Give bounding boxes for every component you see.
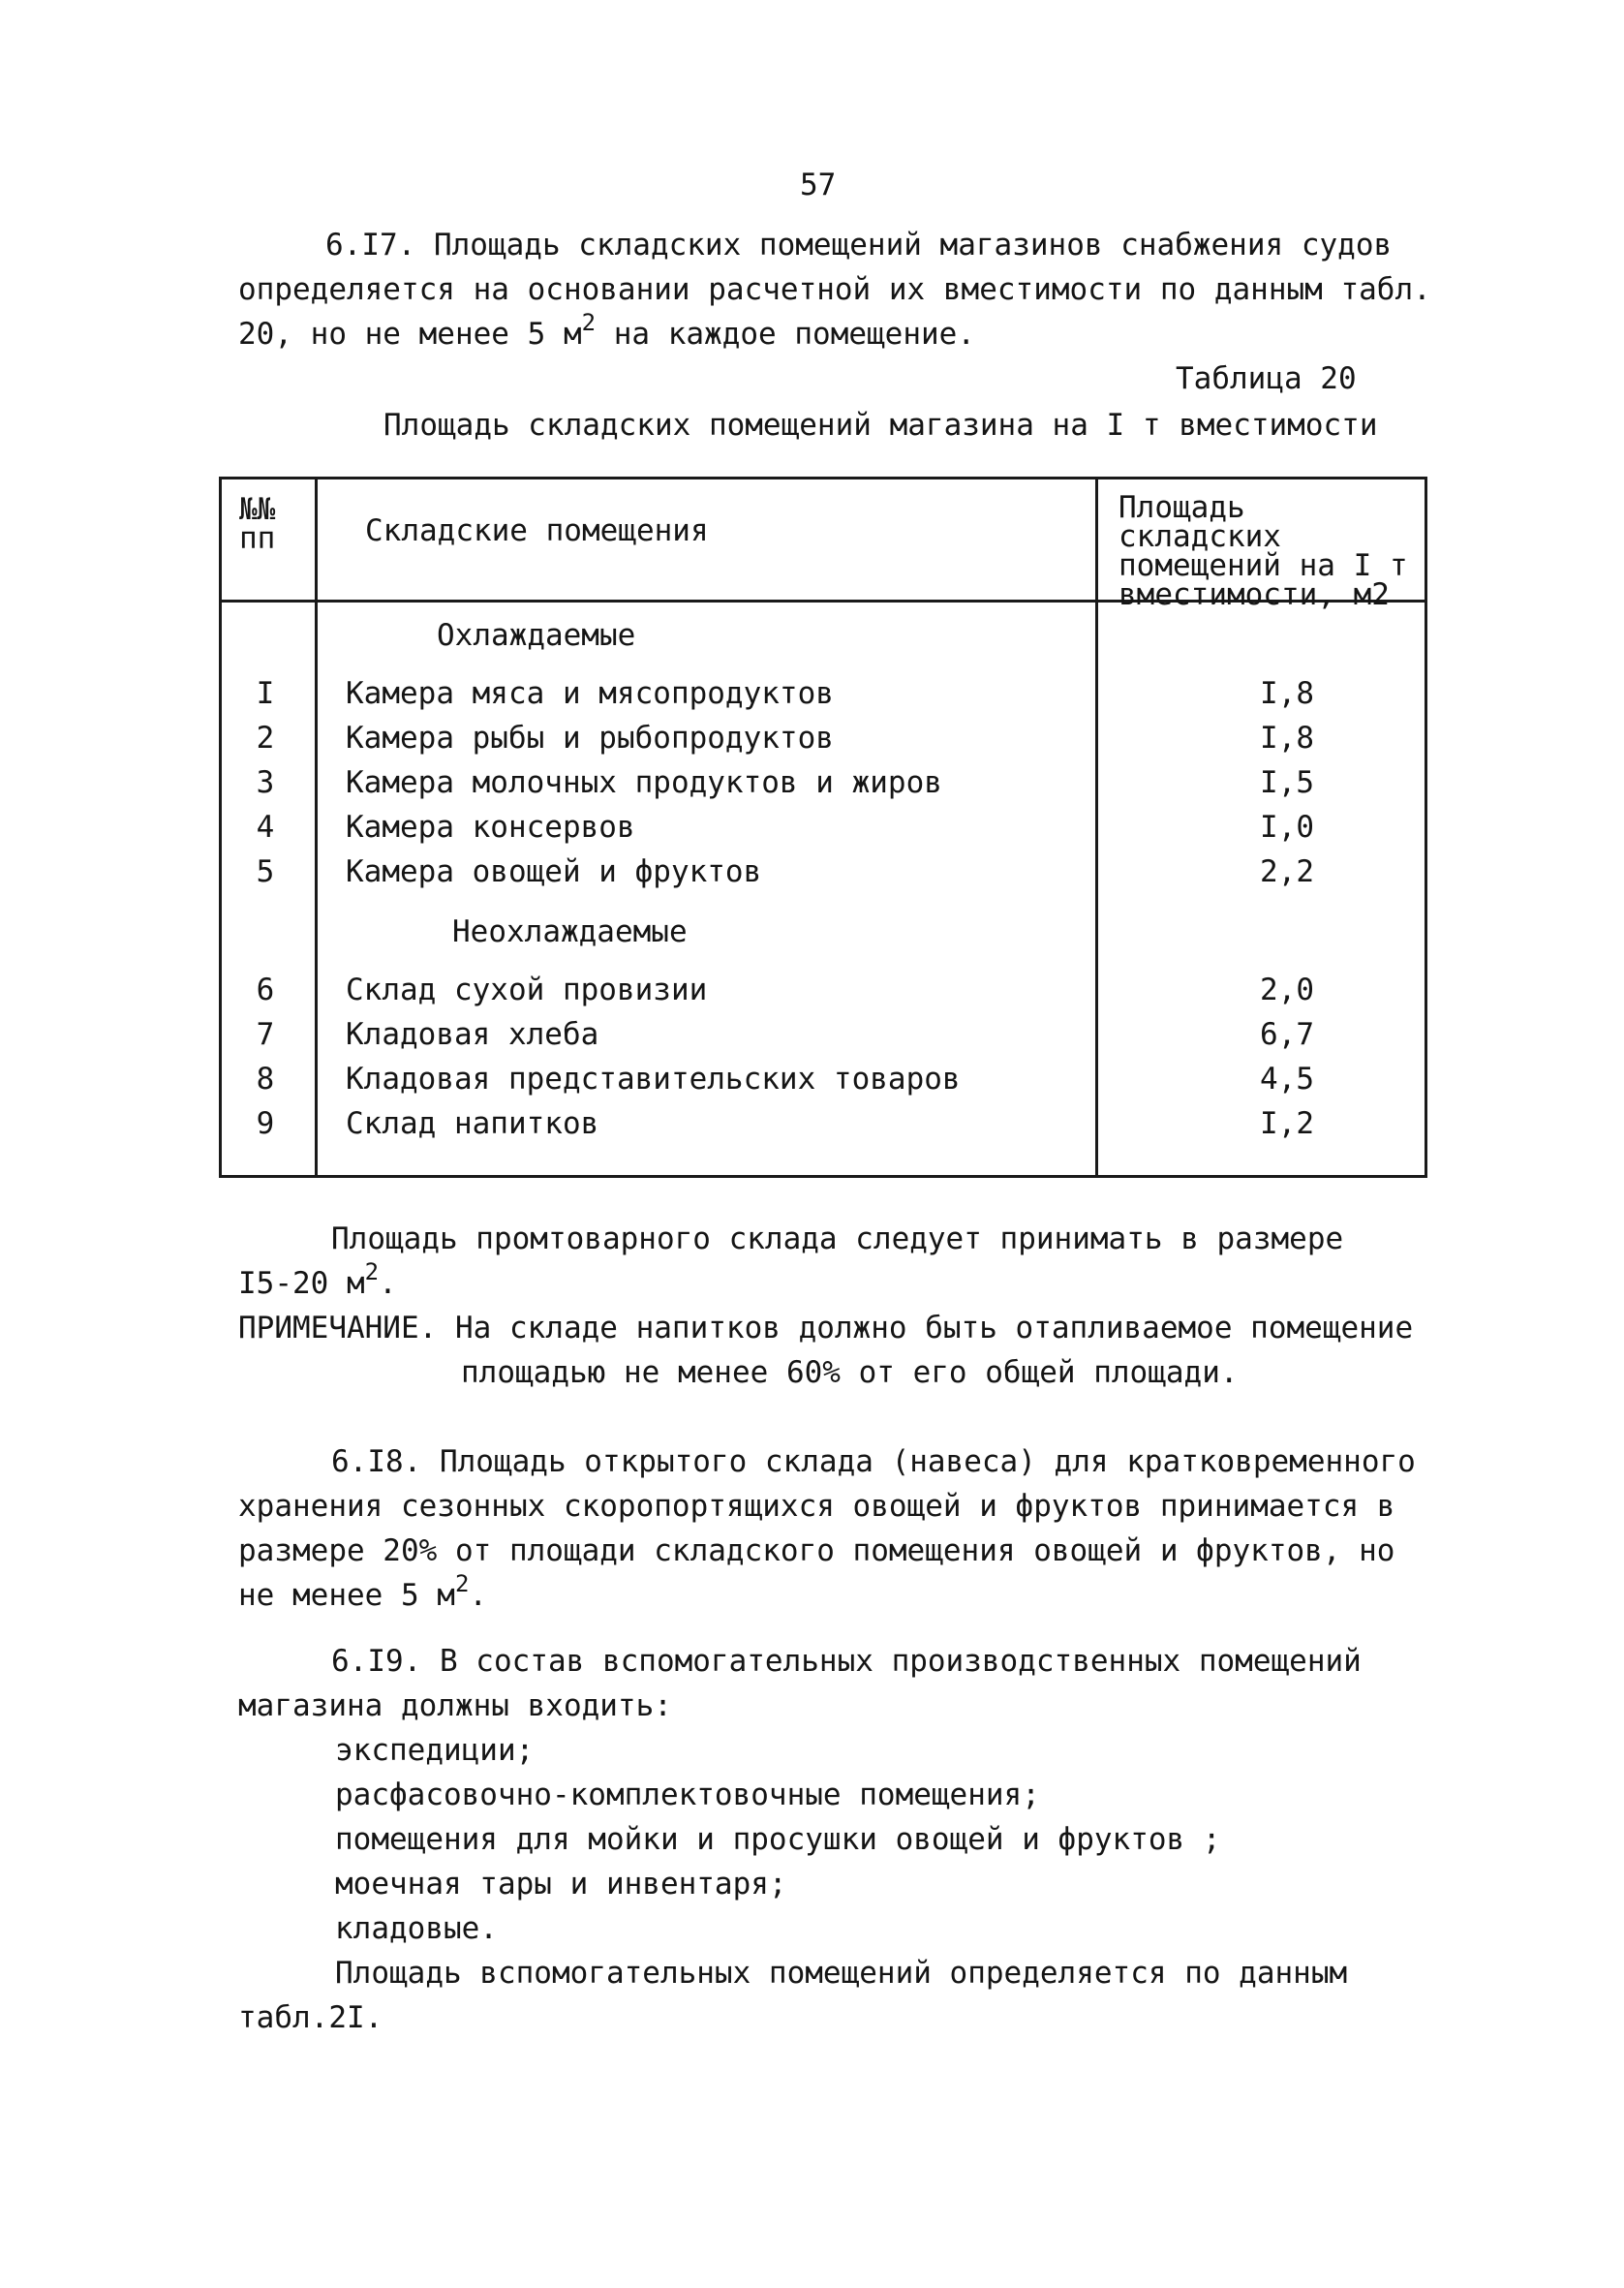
note-line-1: ПРИМЕЧАНИЕ. На складе напитков должно быть отапливаемое помещение xyxy=(238,1311,1414,1345)
list-item: моечная тары и инвентаря; xyxy=(335,1867,787,1902)
note-line-2: площадью не менее 60% от его общей площади. xyxy=(461,1355,1239,1390)
closing-line-2: табл.2I. xyxy=(238,2000,383,2035)
list-item: кладовые. xyxy=(335,1911,498,1946)
row-area-value: I,8 xyxy=(1260,721,1314,756)
section-6-18-line-1: 6.I8. Площадь открытого склада (навеса) для кратковременного xyxy=(331,1444,1416,1479)
row-room-name: Камера молочных продуктов и жиров xyxy=(346,765,942,800)
group-label-uncooled: Неохлаждаемые xyxy=(452,914,688,949)
row-number: 3 xyxy=(256,765,275,800)
row-number: 8 xyxy=(256,1062,275,1097)
header-num: №№ пп xyxy=(239,492,276,556)
row-area-value: I,2 xyxy=(1260,1106,1314,1141)
row-area-value: 6,7 xyxy=(1260,1017,1314,1052)
header-area: Площадь складских помещений на I т вместимости, м2 xyxy=(1118,490,1408,612)
section-6-19-line-2: магазина должны входить: xyxy=(238,1688,672,1723)
row-room-name: Камера мяса и мясопродуктов xyxy=(346,676,834,711)
row-area-value: I,8 xyxy=(1260,676,1314,711)
section-6-19-line-1: 6.I9. В состав вспомогательных производственных помещений xyxy=(331,1644,1362,1679)
row-area-value: 4,5 xyxy=(1260,1062,1314,1097)
warehouse-area-line-2: I5-20 $м^2$. xyxy=(238,1258,397,1301)
list-item: экспедиции; xyxy=(335,1733,535,1768)
row-number: 9 xyxy=(256,1106,275,1141)
header-room: Складские помещения xyxy=(365,513,709,548)
row-room-name: Камера овощей и фруктов xyxy=(346,854,762,889)
list-item: помещения для мойки и просушки овощей и фруктов ; xyxy=(335,1822,1221,1857)
page-number: 57 xyxy=(800,168,837,202)
closing-line-1: Площадь вспомогательных помещений определяется по данным xyxy=(335,1956,1348,1991)
group-label-cooled: Охлаждаемые xyxy=(437,618,636,653)
row-number: 4 xyxy=(256,810,275,845)
section-6-17-line-2: определяется на основании расчетной их вместимости по данным табл. xyxy=(238,272,1431,307)
row-area-value: 2,2 xyxy=(1260,854,1314,889)
row-area-value: I,0 xyxy=(1260,810,1314,845)
row-room-name: Кладовая хлеба xyxy=(346,1017,599,1052)
section-6-18-line-2: хранения сезонных скоропортящихся овощей и фруктов принимается в xyxy=(238,1489,1395,1524)
row-room-name: Камера консервов xyxy=(346,810,635,845)
row-room-name: Кладовая представительских товаров xyxy=(346,1062,961,1097)
table-caption: Площадь складских помещений магазина на I т вместимости xyxy=(383,408,1378,443)
row-room-name: Камера рыбы и рыбопродуктов xyxy=(346,721,834,756)
row-number: 6 xyxy=(256,973,275,1007)
row-number: 2 xyxy=(256,721,275,756)
row-area-value: I,5 xyxy=(1260,765,1314,800)
table-20 xyxy=(219,477,1427,1178)
row-room-name: Склад напитков xyxy=(346,1106,599,1141)
row-area-value: 2,0 xyxy=(1260,973,1314,1007)
warehouse-area-line-1: Площадь промтоварного склада следует принимать в размере xyxy=(331,1221,1344,1256)
section-6-18-line-3: размере 20% от площади складского помещения овощей и фруктов, но xyxy=(238,1533,1395,1568)
row-number: 7 xyxy=(256,1017,275,1052)
table-divider-col-2 xyxy=(1095,479,1098,1175)
section-6-18-line-4: не менее 5 $м^2$. xyxy=(238,1570,488,1613)
table-label: Таблица 20 xyxy=(1176,361,1357,396)
row-number: I xyxy=(256,676,275,711)
row-number: 5 xyxy=(256,854,275,889)
table-divider-col-1 xyxy=(315,479,318,1175)
list-item: расфасовочно-комплектовочные помещения; xyxy=(335,1778,1040,1812)
row-room-name: Склад сухой провизии xyxy=(346,973,708,1007)
section-6-17-line-3: 20, но не менее 5 $м^2$ на каждое помещение. xyxy=(238,309,975,352)
section-6-17-line-1: 6.I7. Площадь складских помещений магазинов снабжения судов xyxy=(325,228,1393,263)
